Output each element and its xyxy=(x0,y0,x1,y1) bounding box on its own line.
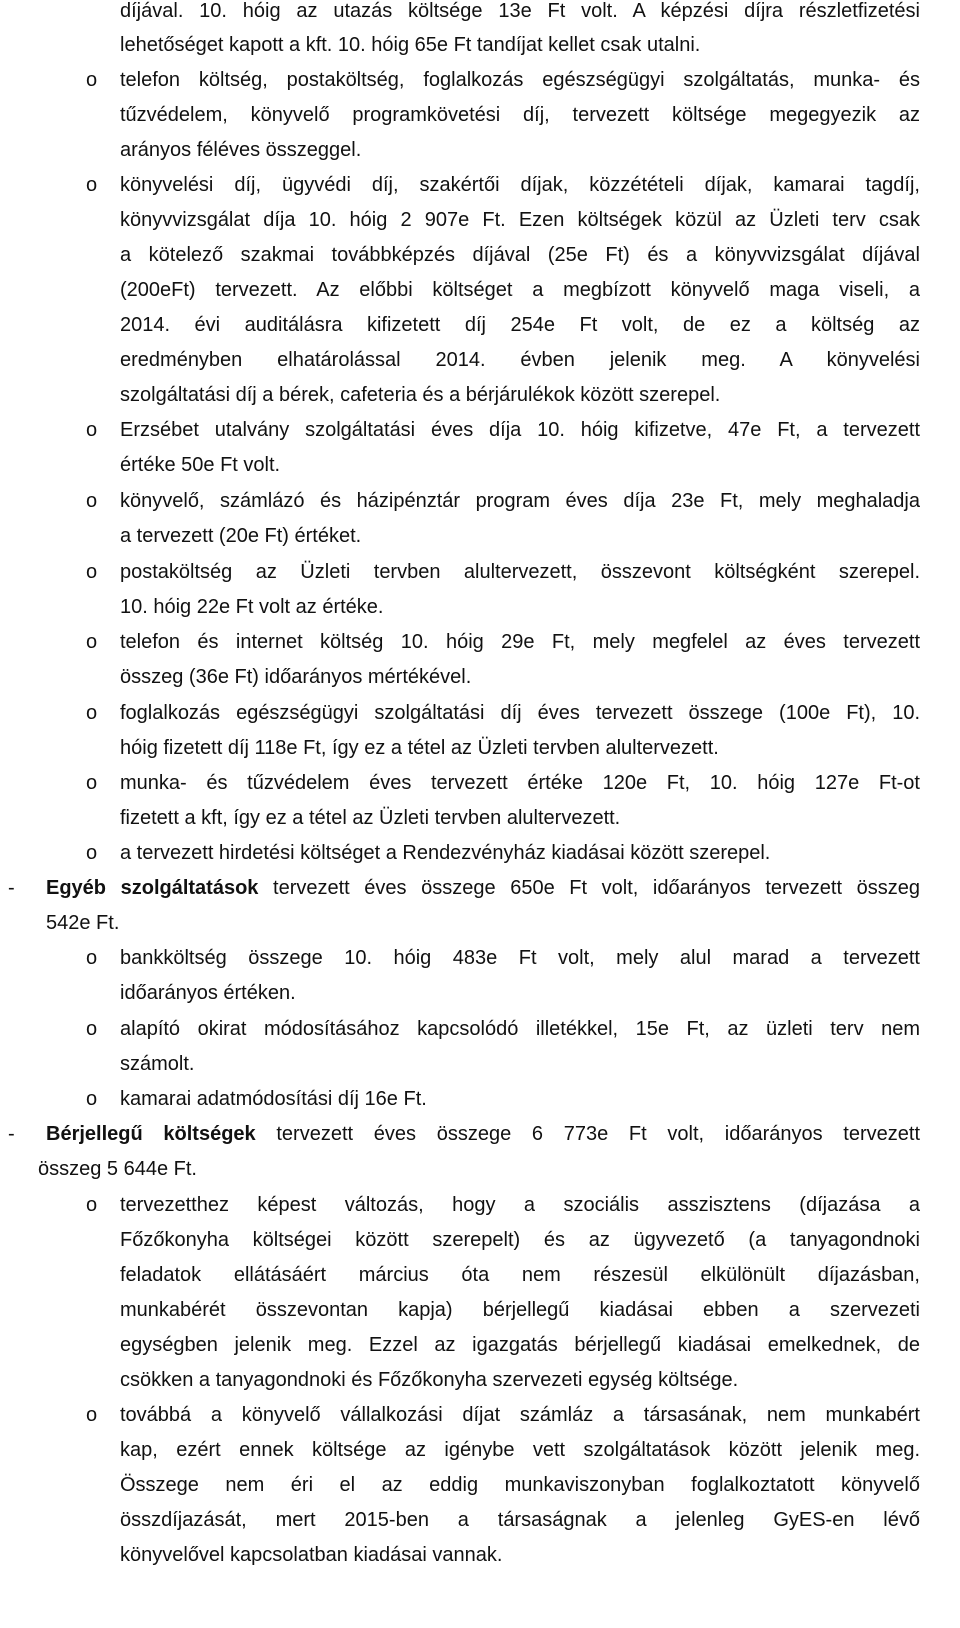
list-item-line: Főzőkonyha költségei között szerepelt) és az ügyvezető (a tanyagondnoki xyxy=(120,1229,920,1251)
list-item-line: a kötelező szakmai továbbképzés díjával (25e Ft) és a könyvvizsgálat díjával xyxy=(120,244,920,266)
list-item-line: bankköltség összege 10. hóig 483e Ft volt, mely alul marad a tervezett xyxy=(120,947,920,969)
intro-line: díjával. 10. hóig az utazás költsége 13e Ft volt. A képzési díjra részletfizetési xyxy=(120,0,920,22)
list-item-line: továbbá a könyvelő vállalkozási díjat számláz a társasának, nem munkabért xyxy=(120,1404,920,1426)
list-item-line: értéke 50e Ft volt. xyxy=(120,454,281,476)
bullet-marker: o xyxy=(86,842,98,864)
section-heading-line: 542e Ft. xyxy=(46,912,120,934)
list-item-line: munka- és tűzvédelem éves tervezett értéke 120e Ft, 10. hóig 127e Ft-ot xyxy=(120,772,920,794)
bullet-marker: o xyxy=(86,1088,98,1110)
list-item-line: a tervezett (20e Ft) értéket. xyxy=(120,525,362,547)
list-item-line: Összege nem éri el az eddig munkaviszonyban foglalkoztatott könyvelő xyxy=(120,1474,920,1496)
list-item-line: tervezetthez képest változás, hogy a szociális asszisztens (díjazása a xyxy=(120,1194,920,1216)
list-item-line: (200eFt) tervezett. Az előbbi költséget a megbízott könyvelő maga viseli, a xyxy=(120,279,920,301)
list-item-line: a tervezett hirdetési költséget a Rendezvényház kiadásai között szerepel. xyxy=(120,842,771,864)
list-item-line: telefon és internet költség 10. hóig 29e Ft, mely megfelel az éves tervezett xyxy=(120,631,920,653)
bullet-marker: o xyxy=(86,419,98,441)
bullet-marker: o xyxy=(86,69,98,91)
list-item-line: Erzsébet utalvány szolgáltatási éves díja 10. hóig kifizetve, 47e Ft, a tervezett xyxy=(120,419,920,441)
bullet-marker: o xyxy=(86,631,98,653)
section-heading-rest: tervezett éves összege 6 773e Ft volt, időarányos tervezett xyxy=(255,1123,920,1145)
list-item-line: egységben jelenik meg. Ezzel az igazgatás bérjellegű kiadásai emelkednek, de xyxy=(120,1334,920,1356)
list-item-line: 10. hóig 22e Ft volt az értéke. xyxy=(120,596,384,618)
list-item-line: könyvelő, számlázó és házipénztár program éves díja 23e Ft, mely meghaladja xyxy=(120,490,920,512)
list-item-line: számolt. xyxy=(120,1053,195,1075)
bullet-marker: o xyxy=(86,702,98,724)
list-item-line: munkabérét összevontan kapja) bérjellegű kiadásai ebben a szervezeti xyxy=(120,1299,920,1321)
list-item-line: csökken a tanyagondnoki és Főzőkonyha szervezeti egység költsége. xyxy=(120,1369,739,1391)
dash-marker: - xyxy=(8,1123,15,1145)
section-heading-line: összeg 5 644e Ft. xyxy=(38,1158,197,1180)
section-heading-bold: Bérjellegű költségek xyxy=(46,1123,256,1145)
dash-marker: - xyxy=(8,877,15,899)
bullet-marker: o xyxy=(86,1194,98,1216)
bullet-marker: o xyxy=(86,490,98,512)
list-item-line: könyvelési díj, ügyvédi díj, szakértői díjak, közzétételi díjak, kamarai tagdíj, xyxy=(120,174,920,196)
list-item-line: telefon költség, postaköltség, foglalkozás egészségügyi szolgáltatás, munka- és xyxy=(120,69,920,91)
bullet-marker: o xyxy=(86,947,98,969)
list-item-line: kamarai adatmódosítási díj 16e Ft. xyxy=(120,1088,427,1110)
list-item-line: tűzvédelem, könyvelő programkövetési díj, tervezett költsége megegyezik az xyxy=(120,104,920,126)
bullet-marker: o xyxy=(86,1404,98,1426)
list-item-line: összeg (36e Ft) időarányos mértékével. xyxy=(120,666,472,688)
section-heading-bold: Egyéb szolgáltatások xyxy=(46,877,259,899)
list-item-line: szolgáltatási díj a bérek, cafeteria és a bérjárulékok között szerepel. xyxy=(120,384,721,406)
list-item-line: postaköltség az Üzleti tervben alultervezett, összevont költségként szerepel. xyxy=(120,561,920,583)
list-item-line: foglalkozás egészségügyi szolgáltatási díj éves tervezett összege (100e Ft), 10. xyxy=(120,702,920,724)
section-heading-line xyxy=(46,871,920,907)
list-item-line: arányos féléves összeggel. xyxy=(120,139,362,161)
bullet-marker: o xyxy=(86,174,98,196)
list-item-line: eredményben elhatárolással 2014. évben jelenik meg. A könyvelési xyxy=(120,349,920,371)
list-item-line: fizetett a kft, így ez a tétel az Üzleti tervben alultervezett. xyxy=(120,807,621,829)
list-item-line: könyvvizsgálat díja 10. hóig 2 907e Ft. Ezen költségek közül az Üzleti terv csak xyxy=(120,209,920,231)
bullet-marker: o xyxy=(86,561,98,583)
list-item-line: időarányos értéken. xyxy=(120,982,296,1004)
list-item-line: alapító okirat módosításához kapcsolódó illetékkel, 15e Ft, az üzleti terv nem xyxy=(120,1018,920,1040)
list-item-line: 2014. évi auditálásra kifizetett díj 254e Ft volt, de ez a költség az xyxy=(120,314,920,336)
list-item-line: hóig fizetett díj 118e Ft, így ez a tétel az Üzleti tervben alultervezett. xyxy=(120,737,719,759)
list-item-line: feladatok ellátásáért március óta nem részesül elkülönült díjazásban, xyxy=(120,1264,920,1286)
section-heading-line xyxy=(46,1117,920,1153)
intro-line: lehetőséget kapott a kft. 10. hóig 65e Ft tandíjat kellet csak utalni. xyxy=(120,34,701,56)
list-item-line: kap, ezért ennek költsége az igénybe vett szolgáltatások között jelenik meg. xyxy=(120,1439,920,1461)
list-item-line: könyvelővel kapcsolatban kiadásai vannak. xyxy=(120,1544,503,1566)
list-item-line: összdíjazását, mert 2015-ben a társaságnak a jelenleg GyES-en lévő xyxy=(120,1509,920,1531)
bullet-marker: o xyxy=(86,1018,98,1040)
bullet-marker: o xyxy=(86,772,98,794)
section-heading-rest: tervezett éves összege 650e Ft volt, időarányos tervezett összeg xyxy=(258,877,920,899)
